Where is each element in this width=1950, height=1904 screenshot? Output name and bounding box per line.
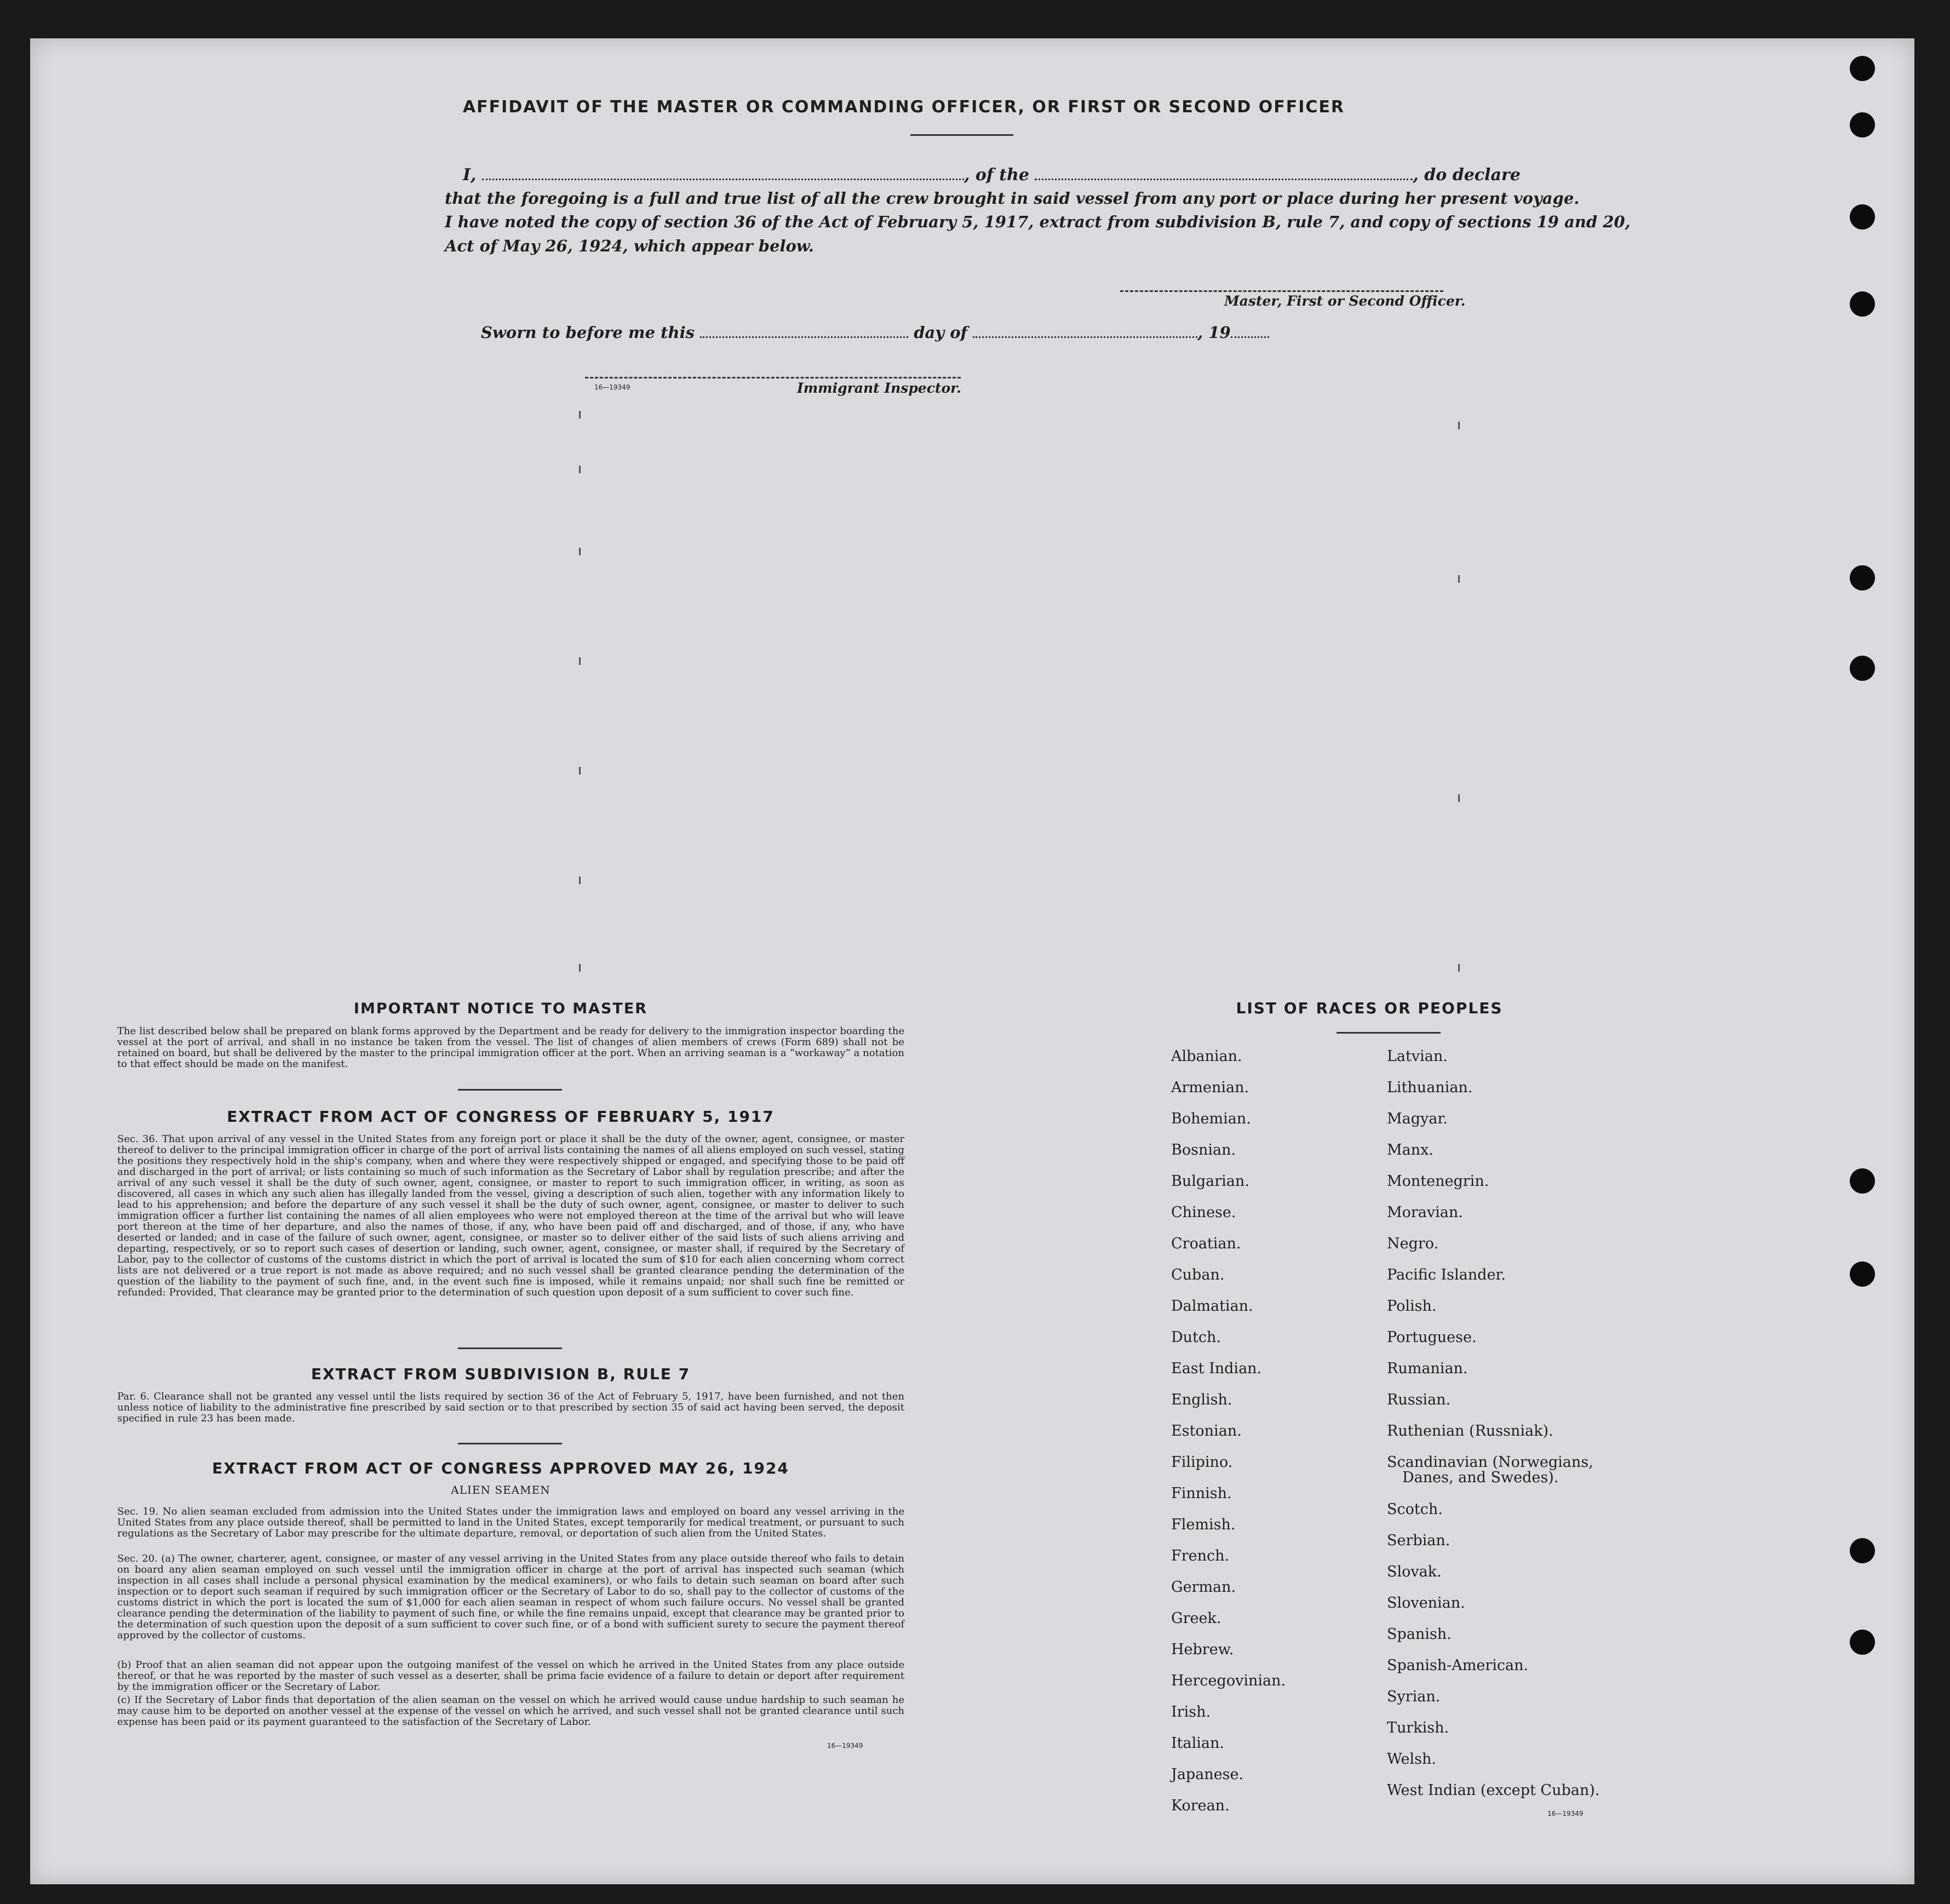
race-item: Dutch. (1171, 1329, 1221, 1346)
sec20c-text: (c) If the Secretary of Labor finds that deportation of the alien seaman on the vessel on which he arrived would cause undue hardship to such seaman he may cause him to be deported on another vessel at the expense of the vessel on which he arrived, and such vessel shall not be granted clearance until such expense has been paid or its payment guaranteed to the satisfaction of the Secretary of Labor. (117, 1694, 904, 1728)
do-declare-label: , do declare (1413, 165, 1521, 185)
extract-rule7-text: Par. 6. Clearance shall not be granted any vessel until the lists required by section 36 of the Act of February 5, 1917, have been furnished, and not then unless notice of liability to the administrative fine prescribed by said section or to that prescribed by section 35 of said act having been served, the deposit specified in rule 23 has been made. (117, 1391, 904, 1424)
affidavit-line1 (463, 164, 1521, 185)
race-item: Dalmatian. (1171, 1298, 1253, 1315)
punch-hole (1850, 204, 1875, 230)
sworn-year-field[interactable] (1231, 322, 1269, 338)
affidavit-title: AFFIDAVIT OF THE MASTER OR COMMANDING OFFICER, OR FIRST OR SECOND OFFICER (462, 98, 1345, 117)
race-item: East Indian. (1171, 1360, 1262, 1377)
race-item: Japanese. (1171, 1766, 1244, 1783)
race-item: Portuguese. (1387, 1329, 1477, 1346)
punch-hole (1850, 565, 1875, 590)
column-tick (1458, 575, 1460, 583)
sec20b-text: (b) Proof that an alien seaman did not appear upon the outgoing manifest of the vessel on which he arrived in the United States from any place outside thereof, or that he was reported by the master of such vessel as a deserter, shall be prima facie evidence of a failure to detain or deport after requirement by the immigration officer or the Secretary of Labor. (117, 1659, 904, 1693)
form-number: 16—19349 (594, 383, 630, 391)
sec20a-text: Sec. 20. (a) The owner, charterer, agent, consignee, or master of any vessel arriving in the United States from any place outside thereof who fails to detain on board any alien seaman employed on such vessel until the immigration officer in charge at the port of arrival has inspected such seaman (which inspection in all cases shall include a personal physical examination by the medical examiners), or who fails to detain such seaman on board after such inspection or to deport such seaman if required by such immigration officer or the Secretary of Labor to do so, shall pay to the collector of customs of the customs district in which the port is located the sum of $1,000 for each alien seaman in respect of whom such failure occurs. No vessel shall be granted clearance pending the determination of the liability to payment of such fine, or while the fine remains unpaid, except that clearance may be granted prior to the determination of such question upon the deposit of a sum sufficient to cover such fine, or of a bond with sufficient surety to secure the payment thereof approved by the collector of customs. (117, 1553, 904, 1641)
alien-seamen-subtitle: ALIEN SEAMEN (451, 1483, 550, 1496)
sec19-text: Sec. 19. No alien seaman excluded from admission into the United States under the immigration laws and employed on board any vessel arriving in the United States from any place outside thereof, shall be permitted to land in the United States, except temporarily for medical treatment, or pursuant to such regulations as the Secretary of Labor may prescribe for the ultimate departure, removal, or deportation of such alien from the United States. (117, 1506, 904, 1539)
master-signature-line[interactable] (1120, 290, 1443, 292)
affidavit-line3: I have noted the copy of section 36 of the Act of February 5, 1917, extract from subdivision B, rule 7, and copy of sections 19 and 20, (445, 213, 1631, 231)
punch-hole (1850, 112, 1875, 137)
race-item: Moravian. (1387, 1204, 1463, 1221)
column-tick (1458, 964, 1460, 972)
year-label: , 19 (1197, 323, 1231, 342)
race-item: Rumanian. (1387, 1360, 1468, 1377)
form-number: 16—19349 (827, 1742, 863, 1750)
section-divider (458, 1443, 562, 1444)
day-of-label: day of (914, 323, 968, 342)
section-divider (458, 1347, 562, 1349)
column-tick (579, 548, 581, 555)
race-item: Spanish-American. (1387, 1657, 1529, 1674)
notice-text: The list described below shall be prepared on blank forms approved by the Department and be ready for delivery to the immigration inspector boarding the vessel at the port of arrival, and shall in no instance be taken from the vessel. The list of changes of alien members of crews (Form 689) shall not be retained on board, but shall be delivered by the master to the principal immigration officer at the port. When an arriving seaman is a “workaway” a notation to that effect should be made on the manifest. (117, 1025, 904, 1070)
race-item: Scandinavian (Norwegians, (1387, 1454, 1593, 1471)
race-item: Negro. (1387, 1235, 1439, 1252)
column-tick (1458, 794, 1460, 802)
extract-1924-title: EXTRACT FROM ACT OF CONGRESS APPROVED MAY 26, 1924 (212, 1459, 789, 1477)
sworn-line (481, 322, 1269, 342)
race-item: Bulgarian. (1171, 1173, 1249, 1190)
race-item: Bohemian. (1171, 1110, 1251, 1127)
race-item: Slovak. (1387, 1563, 1442, 1580)
column-tick (579, 411, 581, 418)
race-item: Hercegovinian. (1171, 1672, 1286, 1689)
extract-1917-title: EXTRACT FROM ACT OF CONGRESS OF FEBRUARY 5, 1917 (227, 1108, 775, 1126)
sworn-day-field[interactable] (700, 322, 908, 338)
race-item: Hebrew. (1171, 1641, 1234, 1658)
vessel-field[interactable] (1035, 164, 1413, 180)
race-item: Greek. (1171, 1610, 1221, 1627)
race-item: Irish. (1171, 1704, 1211, 1721)
column-tick (579, 466, 581, 473)
race-item: Bosnian. (1171, 1142, 1236, 1159)
race-item: Danes, and Swedes). (1402, 1469, 1559, 1486)
race-item: Syrian. (1387, 1688, 1441, 1705)
race-item: Polish. (1387, 1298, 1437, 1315)
inspector-signature-line[interactable] (585, 377, 961, 378)
master-signature-label: Master, First or Second Officer. (1224, 293, 1466, 309)
column-tick (1458, 422, 1460, 429)
race-item: Korean. (1171, 1797, 1230, 1814)
race-item: Cuban. (1171, 1266, 1225, 1283)
affidavit-line2: that the foregoing is a full and true list of all the crew brought in said vessel from any port or place during her present voyage. (445, 189, 1580, 208)
race-item: Chinese. (1171, 1204, 1236, 1221)
race-item: Lithuanian. (1387, 1079, 1473, 1096)
race-item: Scotch. (1387, 1501, 1443, 1518)
sworn-month-field[interactable] (973, 322, 1197, 338)
punch-hole (1850, 1630, 1875, 1655)
race-item: Magyar. (1387, 1110, 1448, 1127)
race-item: Spanish. (1387, 1626, 1452, 1643)
race-item: Flemish. (1171, 1516, 1236, 1533)
column-tick (579, 767, 581, 775)
race-item: Finnish. (1171, 1485, 1232, 1502)
race-item: French. (1171, 1547, 1230, 1564)
column-tick (579, 876, 581, 884)
race-item: Ruthenian (Russniak). (1387, 1423, 1553, 1440)
punch-hole (1850, 656, 1875, 681)
race-item: Pacific Islander. (1387, 1266, 1506, 1283)
race-item: Manx. (1387, 1142, 1433, 1159)
race-item: Slovenian. (1387, 1595, 1465, 1611)
race-item: Armenian. (1171, 1079, 1249, 1096)
notice-title: IMPORTANT NOTICE TO MASTER (353, 1000, 648, 1017)
section-divider (1337, 1032, 1441, 1034)
sworn-label: Sworn to before me this (481, 323, 695, 342)
race-item: Serbian. (1387, 1532, 1450, 1549)
column-tick (579, 964, 581, 972)
affidavit-line4: Act of May 26, 1924, which appear below. (445, 237, 814, 255)
title-underline (910, 134, 1013, 136)
race-item: Welsh. (1387, 1751, 1436, 1768)
race-item: Italian. (1171, 1735, 1224, 1752)
race-item: Latvian. (1387, 1048, 1448, 1065)
race-item: German. (1171, 1579, 1236, 1596)
column-tick (579, 657, 581, 665)
race-item: Russian. (1387, 1391, 1451, 1408)
section-divider (458, 1089, 562, 1091)
race-item: Croatian. (1171, 1235, 1241, 1252)
of-the-label: , of the (963, 165, 1029, 185)
extract-1917-text: Sec. 36. That upon arrival of any vessel in the United States from any foreign port or place it shall be the duty of the owner, agent, consignee, or master thereof to deliver to the principal immigration officer in charge of the port of arrival lists containing the names of all aliens employed on such vessel, stating the positions they respectively hold in the ship's company, when and where they were respectively shipped or engaged, and specifying those to be paid off and discharged in the port of arrival; or lists containing so much of such information as the Secretary of Labor shall by regulation prescribe; and after the arrival of any such vessel it shall be the duty of such owner, agent, consignee, or master to report to such immigration officer, in writing, as soon as discovered, all cases in which any such alien has illegally landed from the vessel, giving a description of such alien, together with any information likely to lead to his apprehension; and before the departure of any such vessel it shall be the duty of such owner, agent, consignee, or master to deliver to such immigration officer a further list containing the names of all alien employees who were not employed thereon at the time of the arrival but who will leave port thereon at the time of her departure, and also the names of those, if any, who have been paid off and discharged, and of those, if any, who have deserted or landed; and in case of the failure of such owner, agent, consignee, or master so to deliver either of the said lists of such aliens arriving and departing, respectively, or so to report such cases of desertion or landing, such owner, agent, consignee, or master shall, if required by the Secretary of Labor, pay to the collector of customs of the customs district in which the port of arrival is located the sum of $10 for each alien concerning whom correct lists are not delivered or a true report is not made as above required; and no such vessel shall be granted clearance pending the determination of the question of the liability to the payment of such fine, and, in the event such fine is imposed, while it remains unpaid; nor shall such fine be remitted or refunded: Provided, That clearance may be granted prior to the determination of such question upon deposit of a sum sufficient to cover such fine. (117, 1133, 904, 1298)
punch-hole (1850, 1538, 1875, 1563)
races-title: LIST OF RACES OR PEOPLES (1236, 999, 1503, 1017)
race-item: Montenegrin. (1387, 1173, 1489, 1190)
race-item: English. (1171, 1391, 1232, 1408)
punch-hole (1850, 1261, 1875, 1287)
race-item: West Indian (except Cuban). (1387, 1782, 1600, 1799)
punch-hole (1850, 1168, 1875, 1194)
extract-rule7-title: EXTRACT FROM SUBDIVISION B, RULE 7 (311, 1365, 691, 1383)
race-item: Turkish. (1387, 1719, 1449, 1736)
form-number: 16—19349 (1547, 1810, 1584, 1817)
race-item: Filipino. (1171, 1454, 1233, 1471)
punch-hole (1850, 291, 1875, 317)
inspector-label: Immigrant Inspector. (797, 380, 961, 396)
i-label: I, (463, 165, 477, 185)
race-item: Estonian. (1171, 1423, 1242, 1440)
punch-hole (1850, 56, 1875, 81)
name-field[interactable] (482, 164, 964, 180)
race-item: Albanian. (1171, 1048, 1242, 1065)
